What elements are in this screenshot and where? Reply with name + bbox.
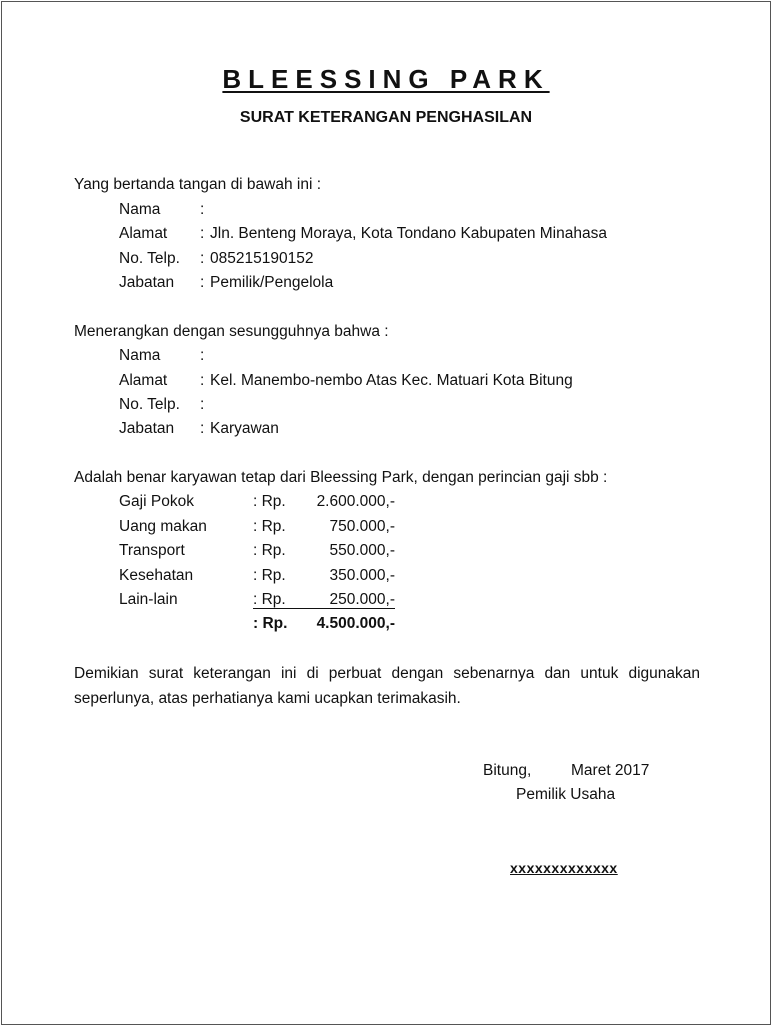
- salary-item-amount: 550.000,-: [329, 542, 395, 559]
- salary-item-label: Transport: [119, 542, 185, 559]
- salary-item-label: Gaji Pokok: [119, 493, 194, 510]
- signature-date: Maret 2017: [571, 762, 650, 779]
- signer-name-label: Nama: [119, 201, 161, 218]
- salary-item-currency: : Rp.: [253, 493, 286, 510]
- salary-item-amount: 750.000,-: [329, 518, 395, 535]
- employee-name-colon: :: [200, 347, 205, 364]
- salary-item-amount: 2.600.000,-: [316, 493, 395, 510]
- salary-item-currency: : Rp.: [253, 518, 286, 535]
- signer-address-label: Alamat: [119, 225, 168, 242]
- document-page: [1, 1, 771, 1025]
- signature-name: xxxxxxxxxxxxx: [510, 860, 618, 876]
- signature-place: Bitung,: [483, 762, 532, 779]
- employee-intro: Menerangkan dengan sesungguhnya bahwa :: [74, 323, 389, 340]
- employee-phone-colon: :: [200, 396, 205, 413]
- employee-position-label: Jabatan: [119, 420, 175, 437]
- salary-item-amount: 350.000,-: [329, 567, 395, 584]
- salary-item-label: Lain-lain: [119, 591, 178, 608]
- signer-position-value: Pemilik/Pengelola: [210, 274, 334, 291]
- signer-position-colon: :: [200, 274, 205, 291]
- signer-address-value: Jln. Benteng Moraya, Kota Tondano Kabupaten Minahasa: [210, 225, 607, 242]
- signer-intro: Yang bertanda tangan di bawah ini :: [74, 176, 322, 193]
- signer-phone-colon: :: [200, 250, 205, 267]
- salary-item-amount: 250.000,-: [329, 591, 395, 608]
- salary-total-amount: 4.500.000,-: [316, 615, 395, 632]
- signer-phone-value: 085215190152: [210, 250, 314, 267]
- employee-address-label: Alamat: [119, 372, 168, 389]
- signature-role: Pemilik Usaha: [516, 786, 616, 803]
- document-title: BLEESSING PARK: [222, 64, 550, 94]
- signer-address-colon: :: [200, 225, 205, 242]
- closing-paragraph: Demikian surat keterangan ini di perbuat dengan sebenarnya dan untuk digunakan seperlunya, atas perhatianya kami ucapkan terimakasih.: [74, 665, 700, 707]
- salary-item-currency: : Rp.: [253, 591, 286, 608]
- salary-intro: Adalah benar karyawan tetap dari Bleessing Park, dengan perincian gaji sbb :: [74, 469, 608, 486]
- employee-position-colon: :: [200, 420, 205, 437]
- employee-phone-label: No. Telp.: [119, 396, 180, 413]
- signer-name-colon: :: [200, 201, 205, 218]
- employee-address-value: Kel. Manembo-nembo Atas Kec. Matuari Kota Bitung: [210, 372, 573, 389]
- employee-position-value: Karyawan: [210, 420, 279, 437]
- salary-item-label: Uang makan: [119, 518, 207, 535]
- sum-underline: [253, 608, 395, 609]
- salary-item-currency: : Rp.: [253, 567, 286, 584]
- signer-position-label: Jabatan: [119, 274, 175, 291]
- salary-item-label: Kesehatan: [119, 567, 194, 584]
- salary-item-currency: : Rp.: [253, 542, 286, 559]
- employee-address-colon: :: [200, 372, 205, 389]
- employee-name-label: Nama: [119, 347, 161, 364]
- signer-phone-label: No. Telp.: [119, 250, 180, 267]
- document-subtitle: SURAT KETERANGAN PENGHASILAN: [239, 109, 533, 126]
- salary-total-currency: : Rp.: [253, 615, 288, 632]
